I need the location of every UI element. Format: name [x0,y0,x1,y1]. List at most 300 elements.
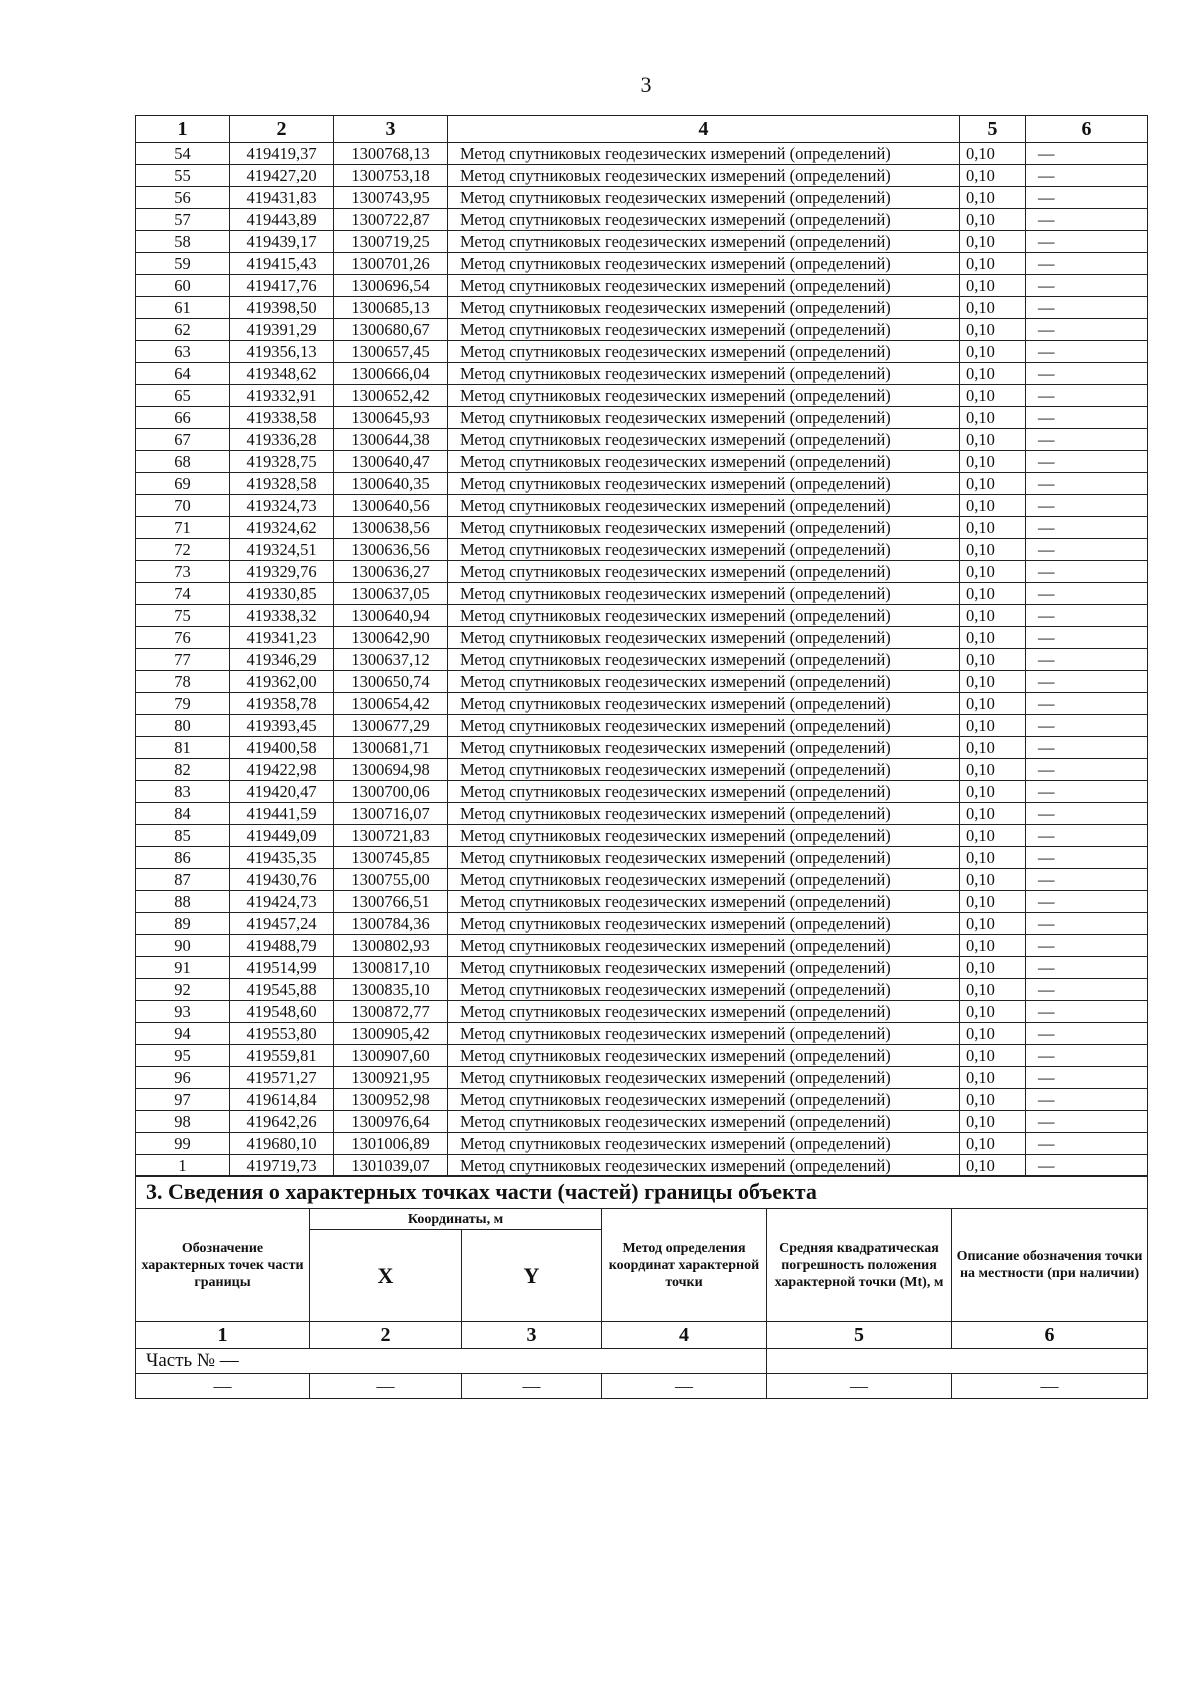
coord-y: 1300680,67 [334,319,448,341]
point-number: 91 [136,957,230,979]
point-number: 77 [136,649,230,671]
method: Метод спутниковых геодезических измерений (определений) [448,187,960,209]
table-row [136,209,1148,231]
coord-x: 419571,27 [230,1067,334,1089]
table-row [136,869,1148,891]
method: Метод спутниковых геодезических измерений (определений) [448,385,960,407]
accuracy: 0,10 [960,407,1026,429]
description: — [1026,1045,1148,1067]
accuracy: 0,10 [960,913,1026,935]
coord-x: 419449,09 [230,825,334,847]
coord-y: 1300817,10 [334,957,448,979]
accuracy: 0,10 [960,253,1026,275]
table-row [136,803,1148,825]
table-row [136,1133,1148,1155]
description: — [1026,605,1148,627]
method: Метод спутниковых геодезических измерений (определений) [448,869,960,891]
table-row [136,341,1148,363]
description: — [1026,825,1148,847]
method: Метод спутниковых геодезических измерений (определений) [448,847,960,869]
point-number: 67 [136,429,230,451]
coord-x: 419719,73 [230,1155,334,1177]
accuracy: 0,10 [960,737,1026,759]
header-accuracy: Средняя квадратическая погрешность положения характерной точки (Mt), м [767,1209,952,1322]
coord-x: 419346,29 [230,649,334,671]
coord-x: 419439,17 [230,231,334,253]
description: — [1026,803,1148,825]
table-row [136,1111,1148,1133]
description: — [1026,407,1148,429]
point-number: 82 [136,759,230,781]
method: Метод спутниковых геодезических измерений (определений) [448,407,960,429]
method: Метод спутниковых геодезических измерений (определений) [448,341,960,363]
table-row [136,495,1148,517]
coord-y: 1300745,85 [334,847,448,869]
section3-table [135,1175,1148,1399]
col-number-5: 5 [767,1322,952,1349]
cell-point: — [136,1374,310,1399]
coord-x: 419324,51 [230,539,334,561]
header-col-3: 3 [334,116,448,143]
table-row [136,473,1148,495]
coord-x: 419348,62 [230,363,334,385]
coord-x: 419488,79 [230,935,334,957]
method: Метод спутниковых геодезических измерений (определений) [448,605,960,627]
coord-y: 1300755,00 [334,869,448,891]
coord-y: 1300652,42 [334,385,448,407]
point-number: 76 [136,627,230,649]
table-row [136,649,1148,671]
method: Метод спутниковых геодезических измерений (определений) [448,1133,960,1155]
method: Метод спутниковых геодезических измерений (определений) [448,693,960,715]
coord-x: 419398,50 [230,297,334,319]
coord-x: 419614,84 [230,1089,334,1111]
point-number: 73 [136,561,230,583]
accuracy: 0,10 [960,1111,1026,1133]
method: Метод спутниковых геодезических измерений (определений) [448,495,960,517]
accuracy: 0,10 [960,605,1026,627]
accuracy: 0,10 [960,869,1026,891]
header-method: Метод определения координат характерной точки [602,1209,767,1322]
coord-x: 419441,59 [230,803,334,825]
header-col-6: 6 [1026,116,1148,143]
table-row [136,319,1148,341]
method: Метод спутниковых геодезических измерений (определений) [448,737,960,759]
table-row [136,605,1148,627]
table-row [136,275,1148,297]
coord-y: 1300907,60 [334,1045,448,1067]
coord-y: 1300677,29 [334,715,448,737]
point-number: 93 [136,1001,230,1023]
point-number: 81 [136,737,230,759]
column-number-row [136,1322,1148,1349]
table-row [136,737,1148,759]
point-number: 60 [136,275,230,297]
header-x: X [310,1230,462,1322]
description: — [1026,473,1148,495]
part-label: Часть № — [136,1349,767,1374]
description: — [1026,253,1148,275]
method: Метод спутниковых геодезических измерений (определений) [448,363,960,385]
part-row [136,1349,1148,1374]
table-row [136,187,1148,209]
point-number: 55 [136,165,230,187]
coord-y: 1301039,07 [334,1155,448,1177]
description: — [1026,759,1148,781]
table-row [136,825,1148,847]
accuracy: 0,10 [960,165,1026,187]
coord-y: 1300694,98 [334,759,448,781]
cell-method: — [602,1374,767,1399]
table-row [136,1089,1148,1111]
coord-x: 419680,10 [230,1133,334,1155]
table-row [136,627,1148,649]
accuracy: 0,10 [960,297,1026,319]
table-row [136,1155,1148,1177]
point-number: 95 [136,1045,230,1067]
description: — [1026,979,1148,1001]
table-row [136,891,1148,913]
header-col-5: 5 [960,116,1026,143]
header-point-designation: Обозначение характерных точек части границы [136,1209,310,1322]
point-number: 74 [136,583,230,605]
description: — [1026,715,1148,737]
coord-x: 419427,20 [230,165,334,187]
description: — [1026,561,1148,583]
description: — [1026,781,1148,803]
table-row [136,935,1148,957]
point-number: 89 [136,913,230,935]
point-number: 99 [136,1133,230,1155]
accuracy: 0,10 [960,429,1026,451]
accuracy: 0,10 [960,979,1026,1001]
coord-y: 1300784,36 [334,913,448,935]
coord-y: 1300701,26 [334,253,448,275]
table-row [136,143,1148,165]
point-number: 78 [136,671,230,693]
coord-y: 1300743,95 [334,187,448,209]
accuracy: 0,10 [960,1133,1026,1155]
method: Метод спутниковых геодезических измерений (определений) [448,451,960,473]
coord-x: 419356,13 [230,341,334,363]
coord-x: 419548,60 [230,1001,334,1023]
point-number: 80 [136,715,230,737]
point-number: 83 [136,781,230,803]
method: Метод спутниковых геодезических измерений (определений) [448,473,960,495]
table-row [136,913,1148,935]
col-number-1: 1 [136,1322,310,1349]
table-row [136,671,1148,693]
coord-x: 419391,29 [230,319,334,341]
description: — [1026,583,1148,605]
accuracy: 0,10 [960,473,1026,495]
table-row [136,979,1148,1001]
table-row [136,1045,1148,1067]
description: — [1026,913,1148,935]
coord-x: 419393,45 [230,715,334,737]
accuracy: 0,10 [960,583,1026,605]
description: — [1026,209,1148,231]
accuracy: 0,10 [960,187,1026,209]
col-number-3: 3 [462,1322,602,1349]
description: — [1026,935,1148,957]
coord-x: 419424,73 [230,891,334,913]
description: — [1026,165,1148,187]
coord-y: 1300835,10 [334,979,448,1001]
point-number: 65 [136,385,230,407]
point-number: 63 [136,341,230,363]
coord-y: 1300657,45 [334,341,448,363]
method: Метод спутниковых геодезических измерений (определений) [448,913,960,935]
table-row [136,429,1148,451]
coord-x: 419514,99 [230,957,334,979]
accuracy: 0,10 [960,781,1026,803]
coord-y: 1300640,47 [334,451,448,473]
point-number: 96 [136,1067,230,1089]
point-number: 62 [136,319,230,341]
coord-y: 1300921,95 [334,1067,448,1089]
description: — [1026,693,1148,715]
description: — [1026,517,1148,539]
method: Метод спутниковых геодезических измерений (определений) [448,715,960,737]
description: — [1026,495,1148,517]
table-row [136,517,1148,539]
coord-y: 1300642,90 [334,627,448,649]
coord-y: 1300681,71 [334,737,448,759]
accuracy: 0,10 [960,319,1026,341]
point-number: 72 [136,539,230,561]
point-number: 75 [136,605,230,627]
col-number-6: 6 [952,1322,1148,1349]
cell-x: — [310,1374,462,1399]
method: Метод спутниковых геодезических измерений (определений) [448,1001,960,1023]
header-col-4: 4 [448,116,960,143]
accuracy: 0,10 [960,539,1026,561]
coord-x: 419443,89 [230,209,334,231]
point-number: 66 [136,407,230,429]
table-row [136,1001,1148,1023]
table-row [136,165,1148,187]
accuracy: 0,10 [960,693,1026,715]
coord-y: 1300952,98 [334,1089,448,1111]
method: Метод спутниковых геодезических измерений (определений) [448,297,960,319]
description: — [1026,649,1148,671]
coord-y: 1300645,93 [334,407,448,429]
coord-y: 1300644,38 [334,429,448,451]
coord-x: 419559,81 [230,1045,334,1067]
coord-y: 1300640,94 [334,605,448,627]
coord-x: 419332,91 [230,385,334,407]
point-number: 85 [136,825,230,847]
description: — [1026,539,1148,561]
method: Метод спутниковых геодезических измерений (определений) [448,649,960,671]
accuracy: 0,10 [960,363,1026,385]
accuracy: 0,10 [960,957,1026,979]
coord-y: 1300650,74 [334,671,448,693]
point-number: 88 [136,891,230,913]
accuracy: 0,10 [960,803,1026,825]
coord-x: 419328,75 [230,451,334,473]
table-row [136,847,1148,869]
col-number-2: 2 [310,1322,462,1349]
cell-description: — [952,1374,1148,1399]
cell-y: — [462,1374,602,1399]
method: Метод спутниковых геодезических измерений (определений) [448,671,960,693]
table-row [136,1023,1148,1045]
point-number: 87 [136,869,230,891]
accuracy: 0,10 [960,209,1026,231]
point-number: 84 [136,803,230,825]
coord-x: 419435,35 [230,847,334,869]
header-col-1: 1 [136,116,230,143]
method: Метод спутниковых геодезических измерений (определений) [448,825,960,847]
method: Метод спутниковых геодезических измерений (определений) [448,275,960,297]
accuracy: 0,10 [960,341,1026,363]
page-number: 3 [640,72,652,97]
coord-x: 419330,85 [230,583,334,605]
coord-y: 1300802,93 [334,935,448,957]
table-row [136,781,1148,803]
method: Метод спутниковых геодезических измерений (определений) [448,1023,960,1045]
point-number: 59 [136,253,230,275]
coord-x: 419358,78 [230,693,334,715]
accuracy: 0,10 [960,1023,1026,1045]
header-col-2: 2 [230,116,334,143]
accuracy: 0,10 [960,1089,1026,1111]
table-row [136,957,1148,979]
coord-x: 419324,62 [230,517,334,539]
coord-y: 1300753,18 [334,165,448,187]
coord-y: 1300700,06 [334,781,448,803]
coord-y: 1300768,13 [334,143,448,165]
coord-y: 1300722,87 [334,209,448,231]
coord-x: 419545,88 [230,979,334,1001]
coord-x: 419329,76 [230,561,334,583]
method: Метод спутниковых геодезических измерений (определений) [448,561,960,583]
description: — [1026,869,1148,891]
coord-x: 419362,00 [230,671,334,693]
coord-y: 1300637,12 [334,649,448,671]
description: — [1026,1023,1148,1045]
coord-y: 1300721,83 [334,825,448,847]
table-row [136,363,1148,385]
method: Метод спутниковых геодезических измерений (определений) [448,1089,960,1111]
table-row [136,231,1148,253]
accuracy: 0,10 [960,715,1026,737]
point-number: 57 [136,209,230,231]
boundary-points-table [135,115,1148,1177]
table-row [136,451,1148,473]
accuracy: 0,10 [960,671,1026,693]
description: — [1026,319,1148,341]
col-number-4: 4 [602,1322,767,1349]
coord-x: 419553,80 [230,1023,334,1045]
point-number: 54 [136,143,230,165]
accuracy: 0,10 [960,627,1026,649]
description: — [1026,341,1148,363]
method: Метод спутниковых геодезических измерений (определений) [448,231,960,253]
point-number: 56 [136,187,230,209]
coord-y: 1300719,25 [334,231,448,253]
description: — [1026,429,1148,451]
cell-accuracy: — [767,1374,952,1399]
coord-y: 1300666,04 [334,363,448,385]
description: — [1026,363,1148,385]
method: Метод спутниковых геодезических измерений (определений) [448,539,960,561]
coord-y: 1300638,56 [334,517,448,539]
description: — [1026,1111,1148,1133]
table-row [136,253,1148,275]
coord-y: 1300640,35 [334,473,448,495]
method: Метод спутниковых геодезических измерений (определений) [448,759,960,781]
accuracy: 0,10 [960,451,1026,473]
method: Метод спутниковых геодезических измерений (определений) [448,627,960,649]
accuracy: 0,10 [960,847,1026,869]
coord-x: 419338,58 [230,407,334,429]
point-number: 58 [136,231,230,253]
point-number: 1 [136,1155,230,1177]
method: Метод спутниковых геодезических измерений (определений) [448,1155,960,1177]
table-row [136,583,1148,605]
point-number: 86 [136,847,230,869]
accuracy: 0,10 [960,275,1026,297]
coord-y: 1300905,42 [334,1023,448,1045]
part-empty [767,1349,1148,1374]
description: — [1026,891,1148,913]
accuracy: 0,10 [960,385,1026,407]
table-row [136,759,1148,781]
coord-x: 419415,43 [230,253,334,275]
accuracy: 0,10 [960,143,1026,165]
description: — [1026,737,1148,759]
coord-x: 419328,58 [230,473,334,495]
header-coordinates: Координаты, м [310,1209,602,1230]
point-number: 97 [136,1089,230,1111]
description: — [1026,1133,1148,1155]
accuracy: 0,10 [960,1067,1026,1089]
coord-x: 419431,83 [230,187,334,209]
coord-x: 419417,76 [230,275,334,297]
point-number: 68 [136,451,230,473]
table-body [136,143,1148,1177]
method: Метод спутниковых геодезических измерений (определений) [448,803,960,825]
coord-x: 419400,58 [230,737,334,759]
description: — [1026,1089,1148,1111]
method: Метод спутниковых геодезических измерений (определений) [448,891,960,913]
coord-y: 1300872,77 [334,1001,448,1023]
accuracy: 0,10 [960,1155,1026,1177]
description: — [1026,297,1148,319]
point-number: 79 [136,693,230,715]
accuracy: 0,10 [960,935,1026,957]
description: — [1026,231,1148,253]
accuracy: 0,10 [960,1001,1026,1023]
section3-title: 3. Сведения о характерных точках части (частей) границы объекта [136,1176,1148,1209]
description: — [1026,1155,1148,1177]
point-number: 61 [136,297,230,319]
table-row [136,297,1148,319]
coord-y: 1300640,56 [334,495,448,517]
coord-y: 1300637,05 [334,583,448,605]
method: Метод спутниковых геодезических измерений (определений) [448,429,960,451]
description: — [1026,847,1148,869]
point-number: 64 [136,363,230,385]
table-row [136,1067,1148,1089]
accuracy: 0,10 [960,1045,1026,1067]
coord-y: 1300716,07 [334,803,448,825]
table-row [136,385,1148,407]
description: — [1026,187,1148,209]
